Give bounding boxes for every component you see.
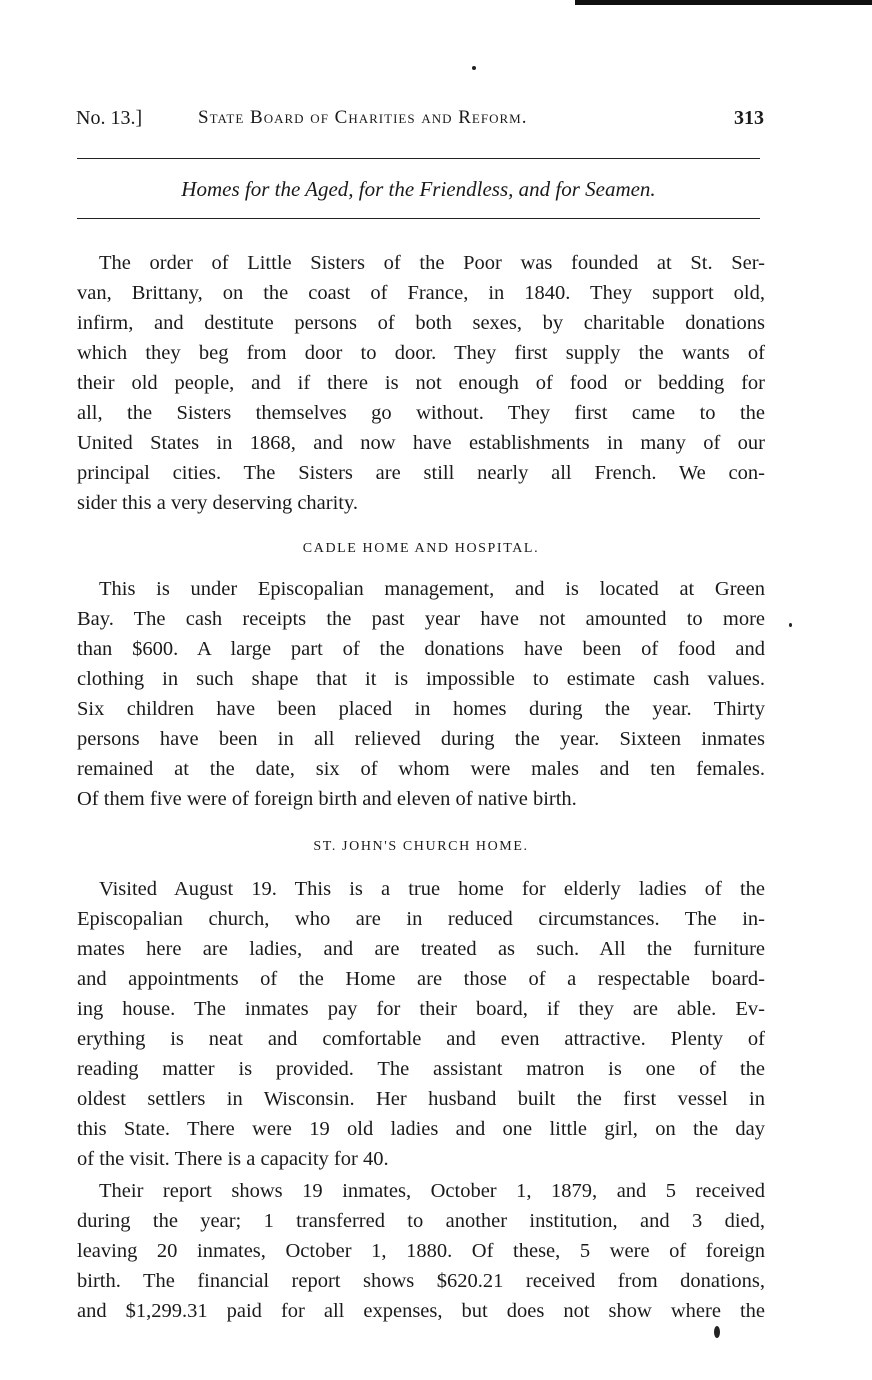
text-line: sider this a very deserving charity. bbox=[77, 492, 359, 514]
text-line: Of them five were of foreign birth and eleven of native birth. bbox=[77, 788, 577, 810]
text-line: van, Brittany, on the coast of France, in 1840. They support old, bbox=[77, 282, 765, 304]
paragraph-st-johns-visit bbox=[77, 874, 765, 1174]
text-line: leaving 20 inmates, October 1, 1880. Of these, 5 were of foreign bbox=[77, 1240, 765, 1262]
top-rule bbox=[77, 158, 760, 159]
paragraph-cadle-home bbox=[77, 574, 765, 814]
running-head-number: No. 13.] bbox=[76, 107, 143, 129]
text-line: persons have been in all relieved during the year. Sixteen inmates bbox=[77, 728, 765, 750]
text-line: reading matter is provided. The assistant matron is one of the bbox=[77, 1058, 765, 1080]
text-line: which they beg from door to door. They first supply the wants of bbox=[77, 342, 765, 364]
text-line: Visited August 19. This is a true home for elderly ladies of the bbox=[99, 878, 765, 900]
text-line: than $600. A large part of the donations have been of food and bbox=[77, 638, 765, 660]
paragraph-little-sisters bbox=[77, 248, 765, 518]
text-line: and $1,299.31 paid for all expenses, but does not show where the bbox=[77, 1300, 765, 1322]
text-line: Six children have been placed in homes during the year. Thirty bbox=[77, 698, 765, 720]
ink-speck bbox=[714, 1326, 720, 1338]
heading-st-johns-home: ST. JOHN'S CHURCH HOME. bbox=[313, 839, 529, 854]
text-line: principal cities. The Sisters are still nearly all French. We con- bbox=[77, 462, 765, 484]
page-number: 313 bbox=[734, 107, 764, 129]
text-line: clothing in such shape that it is impossible to estimate cash values. bbox=[77, 668, 765, 690]
text-line: The order of Little Sisters of the Poor was founded at St. Ser- bbox=[99, 252, 765, 274]
text-line: remained at the date, six of whom were males and ten females. bbox=[77, 758, 765, 780]
text-line: This is under Episcopalian management, and is located at Green bbox=[99, 578, 765, 600]
page-edge-shadow bbox=[575, 0, 872, 5]
text-line: and appointments of the Home are those of a respectable board- bbox=[77, 968, 765, 990]
text-line: all, the Sisters themselves go without. They first came to the bbox=[77, 402, 765, 424]
text-line: mates here are ladies, and are treated as such. All the furniture bbox=[77, 938, 765, 960]
text-line: erything is neat and comfortable and even attractive. Plenty of bbox=[77, 1028, 765, 1050]
bottom-rule bbox=[77, 218, 760, 219]
running-head bbox=[76, 104, 764, 132]
heading-cadle-home: CADLE HOME AND HOSPITAL. bbox=[302, 541, 540, 556]
text-line: Bay. The cash receipts the past year have not amounted to more bbox=[77, 608, 765, 630]
text-line: this State. There were 19 old ladies and one little girl, on the day bbox=[77, 1118, 765, 1140]
text-line: infirm, and destitute persons of both sexes, by charitable donations bbox=[77, 312, 765, 334]
text-line: during the year; 1 transferred to another institution, and 3 died, bbox=[77, 1210, 765, 1232]
text-line: birth. The financial report shows $620.21 received from donations, bbox=[77, 1270, 765, 1292]
section-title: Homes for the Aged, for the Friendless, and for Seamen. bbox=[181, 177, 656, 201]
text-line: ing house. The inmates pay for their board, if they are able. Ev- bbox=[77, 998, 765, 1020]
text-line: oldest settlers in Wisconsin. Her husband built the first vessel in bbox=[77, 1088, 765, 1110]
text-line: their old people, and if there is not enough of food or bedding for bbox=[77, 372, 765, 394]
running-head-title: State Board of Charities and Reform. bbox=[198, 107, 528, 128]
text-line: United States in 1868, and now have establishments in many of our bbox=[77, 432, 765, 454]
ink-speck bbox=[472, 66, 476, 70]
text-line: of the visit. There is a capacity for 40. bbox=[77, 1148, 389, 1170]
ink-speck bbox=[789, 623, 792, 627]
text-line: Their report shows 19 inmates, October 1, 1879, and 5 received bbox=[99, 1180, 765, 1202]
paragraph-st-johns-report bbox=[77, 1176, 765, 1326]
text-line: Episcopalian church, who are in reduced circumstances. The in- bbox=[77, 908, 765, 930]
